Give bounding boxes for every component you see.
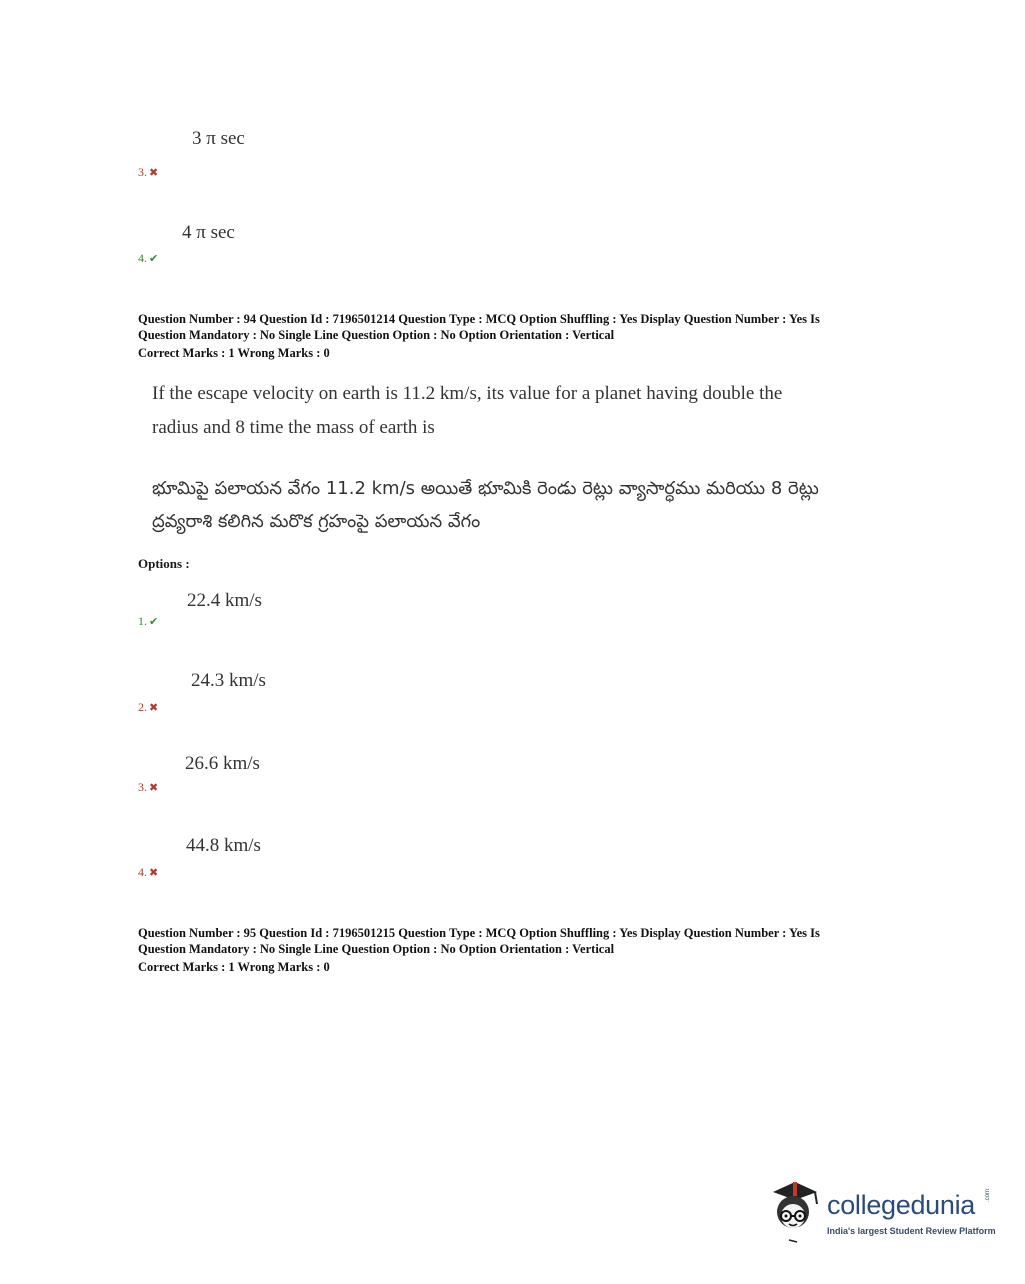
question-95-meta bbox=[138, 925, 908, 975]
question-94-telugu-text bbox=[152, 472, 882, 538]
correct-mark-icon: ✔ bbox=[149, 615, 159, 628]
option-2-text: 24.3 km/s bbox=[191, 670, 266, 691]
collegedunia-logo bbox=[765, 1178, 995, 1248]
option-number: 3. bbox=[138, 165, 147, 179]
wrong-mark-icon: ✖ bbox=[149, 866, 159, 879]
logo-tagline: India's largest Student Review Platform bbox=[827, 1226, 996, 1236]
telugu-text-line: ద్రవ్యరాశి కలిగిన మరొక గ్రహంపై పలాయన వేగం bbox=[152, 511, 481, 532]
meta-line: Correct Marks : 1 Wrong Marks : 0 bbox=[138, 346, 330, 360]
question-text-line: If the escape velocity on earth is 11.2 km/s, its value for a planet having double the bbox=[152, 383, 783, 404]
option-1-text: 22.4 km/s bbox=[187, 590, 262, 611]
prev-option-4-text: 4 π sec bbox=[182, 222, 235, 243]
meta-line: Question Number : 94 Question Id : 7196501214 Question Type : MCQ Option Shuffling : Yes Display Question Number : Yes Is bbox=[138, 312, 820, 326]
prev-option-3-text: 3 π sec bbox=[192, 128, 245, 149]
question-text-line: radius and 8 time the mass of earth is bbox=[152, 417, 435, 438]
option-3-text: 26.6 km/s bbox=[185, 753, 260, 774]
option-2-number bbox=[138, 700, 158, 715]
question-94-meta bbox=[138, 311, 908, 361]
prev-option-4-number bbox=[138, 251, 158, 266]
correct-mark-icon: ✔ bbox=[149, 252, 159, 265]
wrong-mark-icon: ✖ bbox=[149, 166, 159, 179]
meta-line: Question Mandatory : No Single Line Question Option : No Option Orientation : Vertical bbox=[138, 942, 615, 956]
question-94-text bbox=[152, 377, 872, 445]
mascot-icon bbox=[765, 1178, 825, 1248]
option-number: 2. bbox=[138, 700, 147, 714]
option-4-number bbox=[138, 865, 158, 880]
meta-line: Question Number : 95 Question Id : 7196501215 Question Type : MCQ Option Shuffling : Yes Display Question Number : Yes Is bbox=[138, 926, 820, 940]
option-4-text: 44.8 km/s bbox=[186, 835, 261, 856]
option-3-number bbox=[138, 780, 158, 795]
option-number: 4. bbox=[138, 865, 147, 879]
meta-line: Correct Marks : 1 Wrong Marks : 0 bbox=[138, 960, 330, 974]
prev-option-3-number bbox=[138, 165, 158, 180]
meta-line: Question Mandatory : No Single Line Question Option : No Option Orientation : Vertical bbox=[138, 328, 615, 342]
option-number: 4. bbox=[138, 251, 147, 265]
wrong-mark-icon: ✖ bbox=[149, 781, 159, 794]
option-number: 3. bbox=[138, 780, 147, 794]
option-number: 1. bbox=[138, 614, 147, 628]
options-label: Options : bbox=[138, 556, 190, 571]
wrong-mark-icon: ✖ bbox=[149, 701, 159, 714]
option-1-number bbox=[138, 614, 158, 629]
logo-wordmark: collegedunia bbox=[827, 1190, 976, 1220]
logo-suffix: .com bbox=[985, 1188, 991, 1202]
telugu-text-line: భూమిపై పలాయన వేగం 11.2 km/s అయితే భూమికి రెండు రెట్లు వ్యాసార్ధము మరియు 8 రెట్లు bbox=[152, 478, 819, 499]
